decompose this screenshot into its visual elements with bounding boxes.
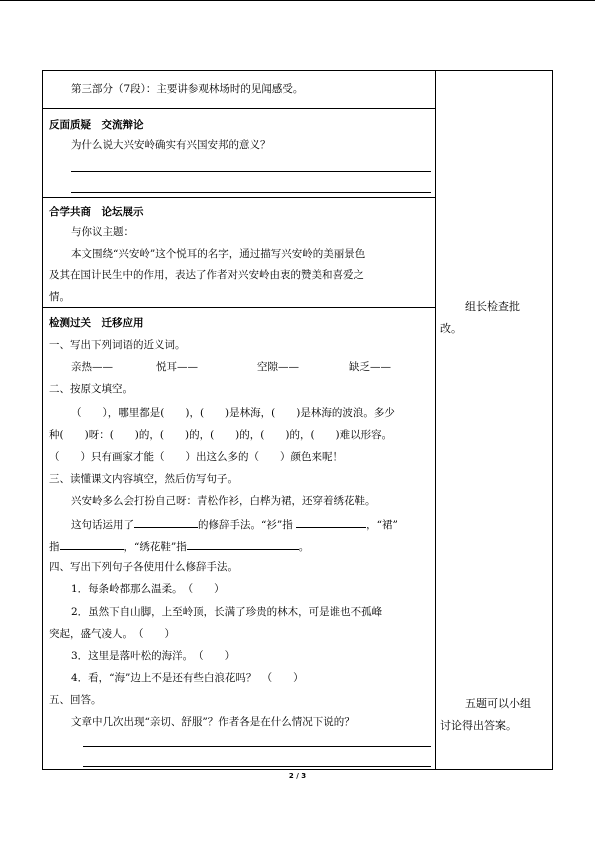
question-2-line: 种( )呀：( )的，( )的，( )的，( )的，( )难以形容。 xyxy=(49,429,393,441)
question-4-item: 4．看，“海”边上不是还有些白浪花吗？ （ ） xyxy=(71,672,304,684)
question-1: 一、写出下列词语的近义词。 xyxy=(49,339,186,351)
cooperate-paragraph: 情。 xyxy=(49,291,70,303)
answer-line[interactable] xyxy=(83,766,431,767)
blank-field[interactable] xyxy=(296,516,366,528)
question-4: 四、写出下列句子各使用什么修辞手法。 xyxy=(49,561,238,573)
question-3-sentence: 兴安岭多么会打扮自己呀：青松作衫，白桦为裙，还穿着绣花鞋。 xyxy=(71,495,376,507)
reflect-title: 反面质疑 交流辩论 xyxy=(49,119,144,131)
cooperate-paragraph: 及其在国计民生中的作用，表达了作者对兴安岭由衷的赞美和喜爱之 xyxy=(49,269,364,281)
blank-field[interactable] xyxy=(134,516,198,528)
cooperate-sub: 与你议主题： xyxy=(71,226,134,238)
blank-field[interactable] xyxy=(187,538,299,550)
answer-line[interactable] xyxy=(71,192,431,193)
row-divider xyxy=(43,197,435,198)
question-4-item: 3．这里是落叶松的海洋。 （ ） xyxy=(71,650,236,662)
part3-text: 第三部分（7段）：主要讲参观林场时的见闻感受。 xyxy=(71,83,304,95)
question-4-item: 突起，盛气凌人。 （ ） xyxy=(49,628,175,640)
question-2-line: （ ）只有画家才能（ ）出这么多的（ ）颜色来呢！ xyxy=(49,451,343,463)
synonym-word: 空隙—— xyxy=(257,361,299,373)
fill-text: ，“绣花鞋”指 xyxy=(123,541,187,553)
side-note: 组长检查批 xyxy=(465,300,520,313)
side-note: 改。 xyxy=(440,322,462,335)
row-divider xyxy=(43,108,435,109)
reflect-question: 为什么说大兴安岭确实有兴国安邦的意义？ xyxy=(71,139,271,151)
question-3-fill xyxy=(71,516,398,532)
fill-text: 的修辞手法。“衫”指 xyxy=(198,519,293,531)
cooperate-title: 合学共商 论坛展示 xyxy=(49,206,144,218)
column-divider xyxy=(435,71,436,769)
blank-field[interactable] xyxy=(60,538,124,550)
header-rule xyxy=(0,0,595,1)
question-2: 二、按原文填空。 xyxy=(49,383,133,395)
question-2-line: （ ），哪里都是( )，( )是林海，( )是林海的波浪。多少 xyxy=(71,407,395,419)
synonym-word: 亲热—— xyxy=(71,361,113,373)
row-divider xyxy=(43,307,435,308)
synonym-word: 缺乏—— xyxy=(349,361,391,373)
question-3-fill xyxy=(49,538,309,554)
question-3: 三、读懂课文内容填空，然后仿写句子。 xyxy=(49,473,238,485)
synonym-word: 悦耳—— xyxy=(156,361,198,373)
fill-text: 指 xyxy=(49,541,60,553)
side-note: 讨论得出答案。 xyxy=(440,719,517,732)
question-5: 五、回答。 xyxy=(49,694,102,706)
side-note: 五题可以小组 xyxy=(465,697,531,710)
page-number: 2 / 3 xyxy=(288,772,307,780)
question-4-item: 2．虽然下自山脚，上至岭顶，长满了珍贵的林木，可是谁也不孤峰 xyxy=(71,606,383,618)
answer-line[interactable] xyxy=(71,171,431,172)
question-5-text: 文章中几次出现“亲切、舒服”？作者各是在什么情况下说的？ xyxy=(71,716,355,728)
cooperate-paragraph: 本文围绕“兴安岭”这个悦耳的名字，通过描写兴安岭的美丽景色 xyxy=(71,248,366,260)
fill-text: ，“裙” xyxy=(366,519,398,531)
worksheet-table xyxy=(42,70,553,770)
fill-text: 这句话运用了 xyxy=(71,519,134,531)
fill-text: 。 xyxy=(298,541,310,553)
question-4-item: 1．每条岭都那么温柔。 （ ） xyxy=(71,583,225,595)
answer-line[interactable] xyxy=(83,746,431,747)
test-title: 检测过关 迁移应用 xyxy=(49,317,144,329)
